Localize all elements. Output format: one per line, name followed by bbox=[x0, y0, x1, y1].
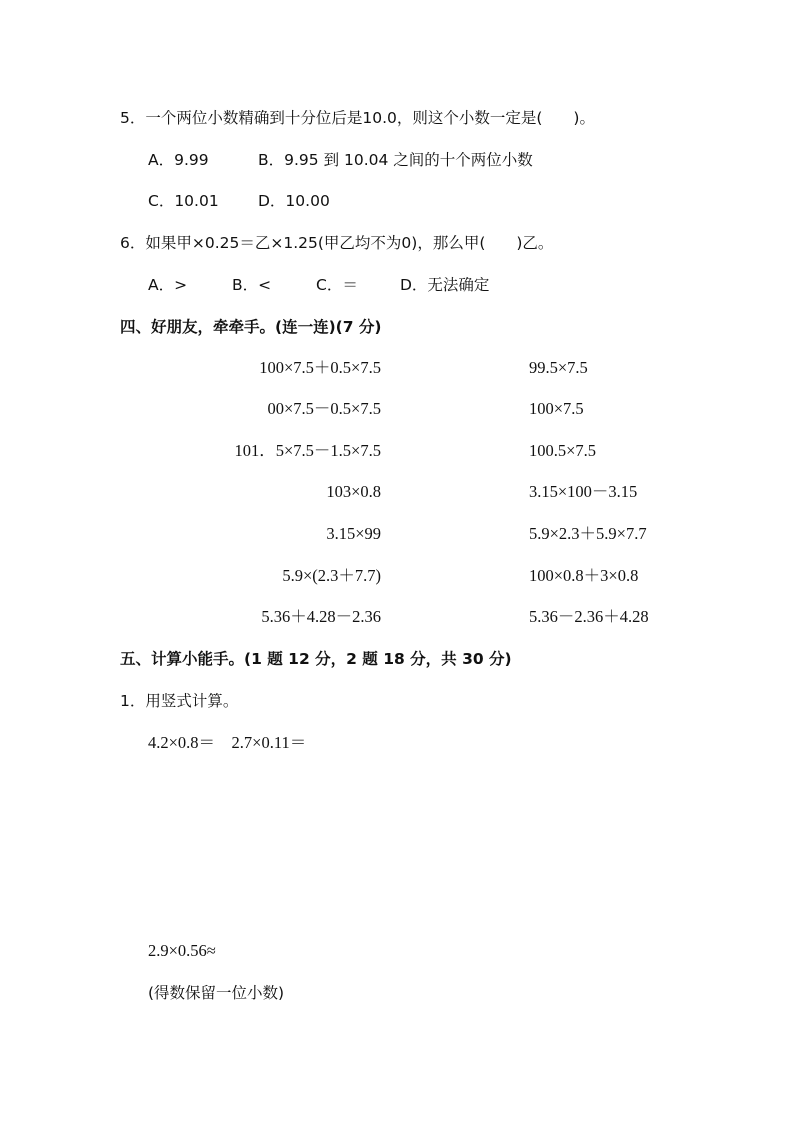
match-right-1: 99.5×7.5 bbox=[529, 358, 588, 377]
match-left-5: 3.15×99 bbox=[326, 524, 381, 543]
q6-stem: 6．如果甲×0.25＝乙×1.25(甲乙均不为0)，那么甲( )乙。 bbox=[120, 234, 554, 252]
match-left-4: 103×0.8 bbox=[326, 482, 381, 501]
match-right-3: 100.5×7.5 bbox=[529, 441, 597, 460]
match-right-6: 100×0.8＋3×0.8 bbox=[529, 566, 639, 585]
q5-option-c: C．10.01 bbox=[148, 192, 219, 210]
q6-option-d: D．无法确定 bbox=[400, 276, 490, 294]
q5-option-b: B．9.95 到 10.04 之间的十个两位小数 bbox=[258, 151, 533, 169]
section5-q1-line1: 4.2×0.8＝ 2.7×0.11＝ bbox=[148, 733, 307, 752]
section5-q1-label: 1．用竖式计算。 bbox=[120, 692, 239, 710]
match-left-6: 5.9×(2.3＋7.7) bbox=[282, 566, 381, 585]
q6-option-a: A．> bbox=[148, 276, 188, 294]
match-left-7: 5.36＋4.28－2.36 bbox=[261, 607, 381, 626]
match-left-3: 101．5×7.5－1.5×7.5 bbox=[234, 441, 381, 460]
q5-stem: 5．一个两位小数精确到十分位后是10.0，则这个小数一定是( )。 bbox=[120, 109, 595, 127]
q6-option-b: B．< bbox=[232, 276, 272, 294]
section5-title: 五、计算小能手。(1 题 12 分，2 题 18 分，共 30 分) bbox=[120, 650, 512, 668]
q5-option-a: A．9.99 bbox=[148, 151, 209, 169]
section4-title: 四、好朋友，牵牵手。(连一连)(7 分) bbox=[120, 318, 382, 336]
section5-q1-note: (得数保留一位小数) bbox=[148, 984, 285, 1002]
match-left-2: 00×7.5－0.5×7.5 bbox=[267, 399, 381, 418]
match-right-4: 3.15×100－3.15 bbox=[529, 482, 638, 501]
match-right-7: 5.36－2.36＋4.28 bbox=[529, 607, 649, 626]
q5-option-d: D．10.00 bbox=[258, 192, 330, 210]
match-left-1: 100×7.5＋0.5×7.5 bbox=[259, 358, 381, 377]
match-right-5: 5.9×2.3＋5.9×7.7 bbox=[529, 524, 647, 543]
section5-q1-line2: 2.9×0.56≈ bbox=[148, 941, 216, 960]
match-right-2: 100×7.5 bbox=[529, 399, 584, 418]
q6-option-c: C．＝ bbox=[316, 276, 358, 294]
